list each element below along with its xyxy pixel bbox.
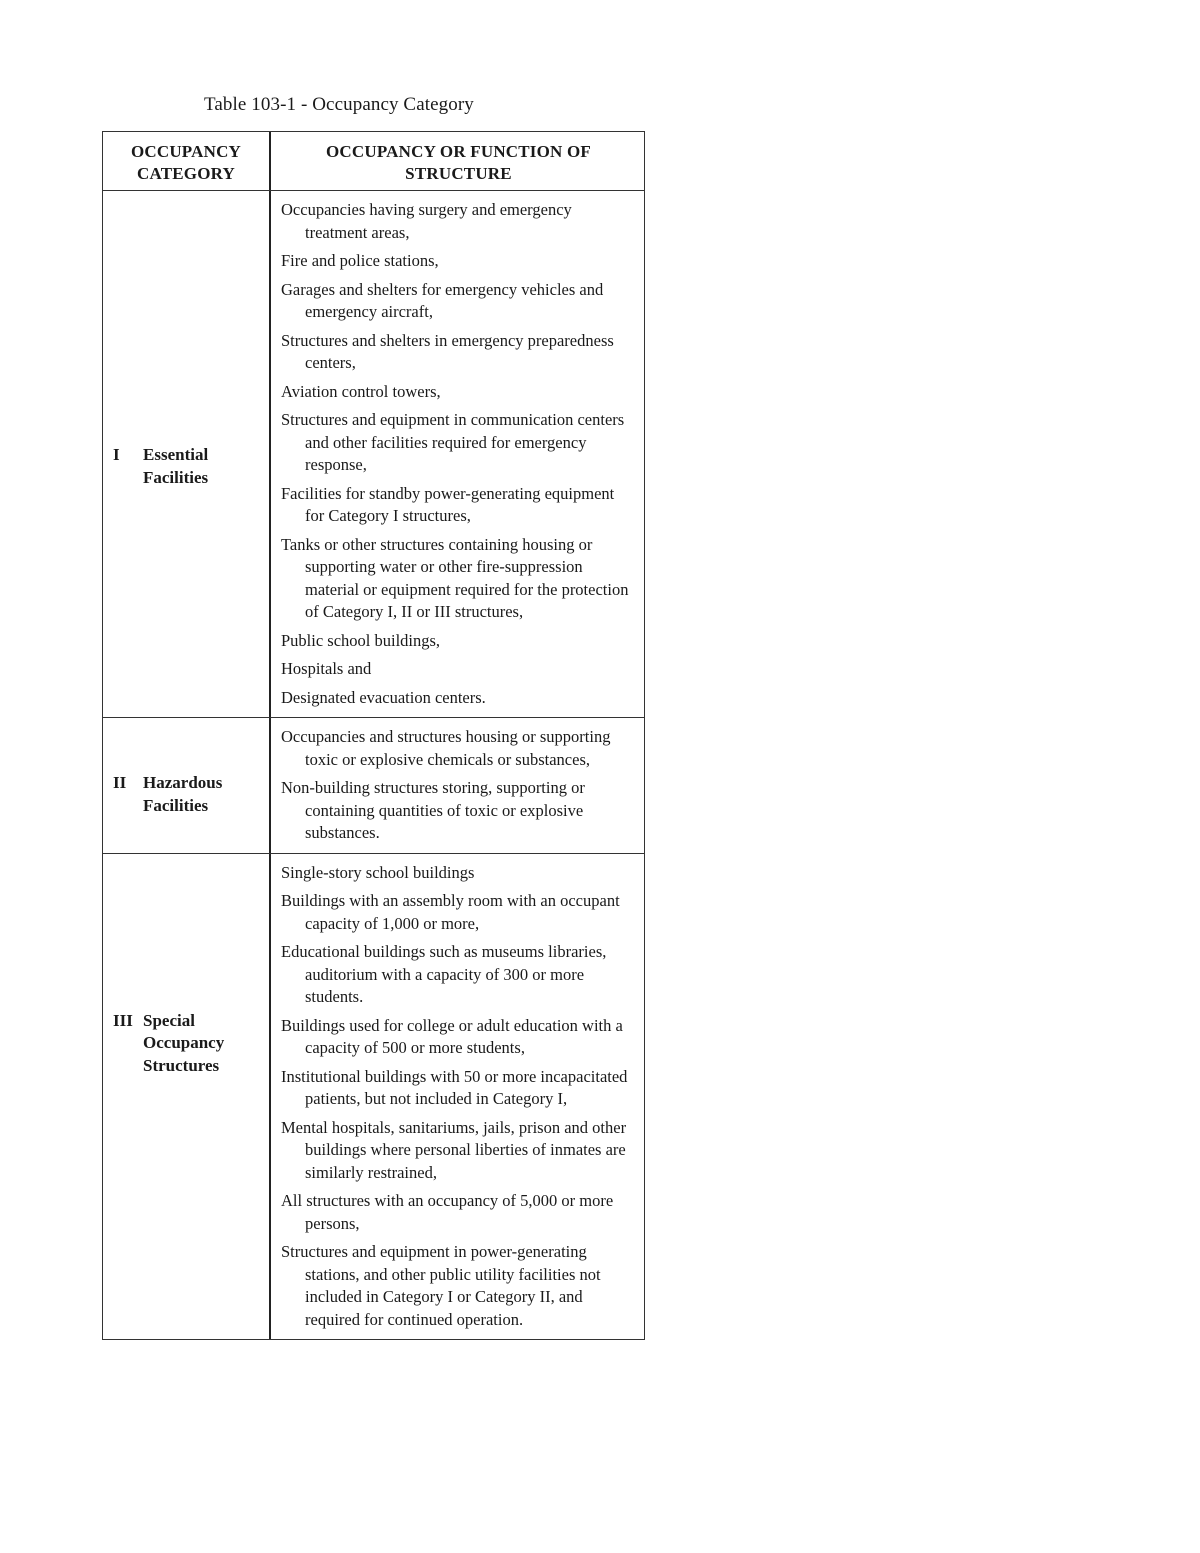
list-item: Buildings with an assembly room with an occupant capacity of 1,000 or more,: [281, 891, 620, 933]
category-cell: [103, 718, 271, 853]
list-item: Aviation control towers,: [281, 381, 441, 401]
function-cell: [271, 718, 644, 853]
list-item: Buildings used for college or adult education with a capacity of 500 or more students,: [281, 1015, 623, 1057]
table-header-row: [103, 132, 644, 191]
function-cell: [271, 191, 644, 717]
list-item: Garages and shelters for emergency vehicles and emergency aircraft,: [281, 279, 604, 321]
occupancy-table: [102, 131, 645, 1340]
list-item: Institutional buildings with 50 or more incapacitated patients, but not included in Category I,: [281, 1066, 628, 1108]
list-item: Structures and equipment in power-generating stations, and other public utility facilities not included in Category I or Category II, and required for continued operation.: [281, 1242, 601, 1329]
list-item: Single-story school buildings: [281, 862, 475, 882]
header-occupancy-function: OCCUPANCY OR FUNCTION OF STRUCTURE: [326, 142, 591, 183]
list-item: Tanks or other structures containing housing or supporting water or other fire-suppression material or equipment required for the protection of Category I, II or III structures,: [281, 534, 629, 621]
list-item: Non-building structures storing, supporting or containing quantities of toxic or explosive substances.: [281, 778, 585, 842]
list-item: Hospitals and: [281, 659, 372, 678]
header-occupancy-category: OCCUPANCY CATEGORY: [103, 132, 271, 190]
list-item: Designated evacuation centers.: [281, 687, 486, 707]
list-item: Occupancies and structures housing or supporting toxic or explosive chemicals or substances,: [281, 727, 611, 769]
table-caption: Table 103-1 - Occupancy Category: [204, 94, 474, 115]
category-cell: [103, 854, 271, 1340]
function-cell: [271, 854, 644, 1340]
list-item: Structures and equipment in communication centers and other facilities required for emergency response,: [281, 410, 625, 474]
category-number: I: [113, 445, 120, 464]
list-item: Facilities for standby power-generating equipment for Category I structures,: [281, 483, 615, 525]
list-item: Public school buildings,: [281, 630, 441, 650]
category-row-iii: [103, 854, 644, 1340]
list-item: Fire and police stations,: [281, 251, 439, 270]
category-row-ii: [103, 718, 644, 854]
list-item: Occupancies having surgery and emergency treatment areas,: [281, 200, 572, 242]
category-row-i: [103, 191, 644, 718]
category-name: Hazardous Facilities: [143, 773, 223, 815]
category-number: III: [113, 1010, 133, 1030]
category-name: Essential Facilities: [143, 445, 209, 487]
list-item: Educational buildings such as museums libraries, auditorium with a capacity of 300 or more students.: [281, 942, 607, 1006]
list-item: Structures and shelters in emergency preparedness centers,: [281, 330, 614, 372]
category-number: II: [113, 773, 127, 792]
list-item: All structures with an occupancy of 5,000 or more persons,: [281, 1191, 614, 1233]
category-cell: [103, 191, 271, 717]
category-name: Special Occupancy Structures: [143, 1010, 225, 1075]
list-item: Mental hospitals, sanitariums, jails, prison and other buildings where personal liberties of inmates are similarly restrained,: [281, 1117, 627, 1182]
